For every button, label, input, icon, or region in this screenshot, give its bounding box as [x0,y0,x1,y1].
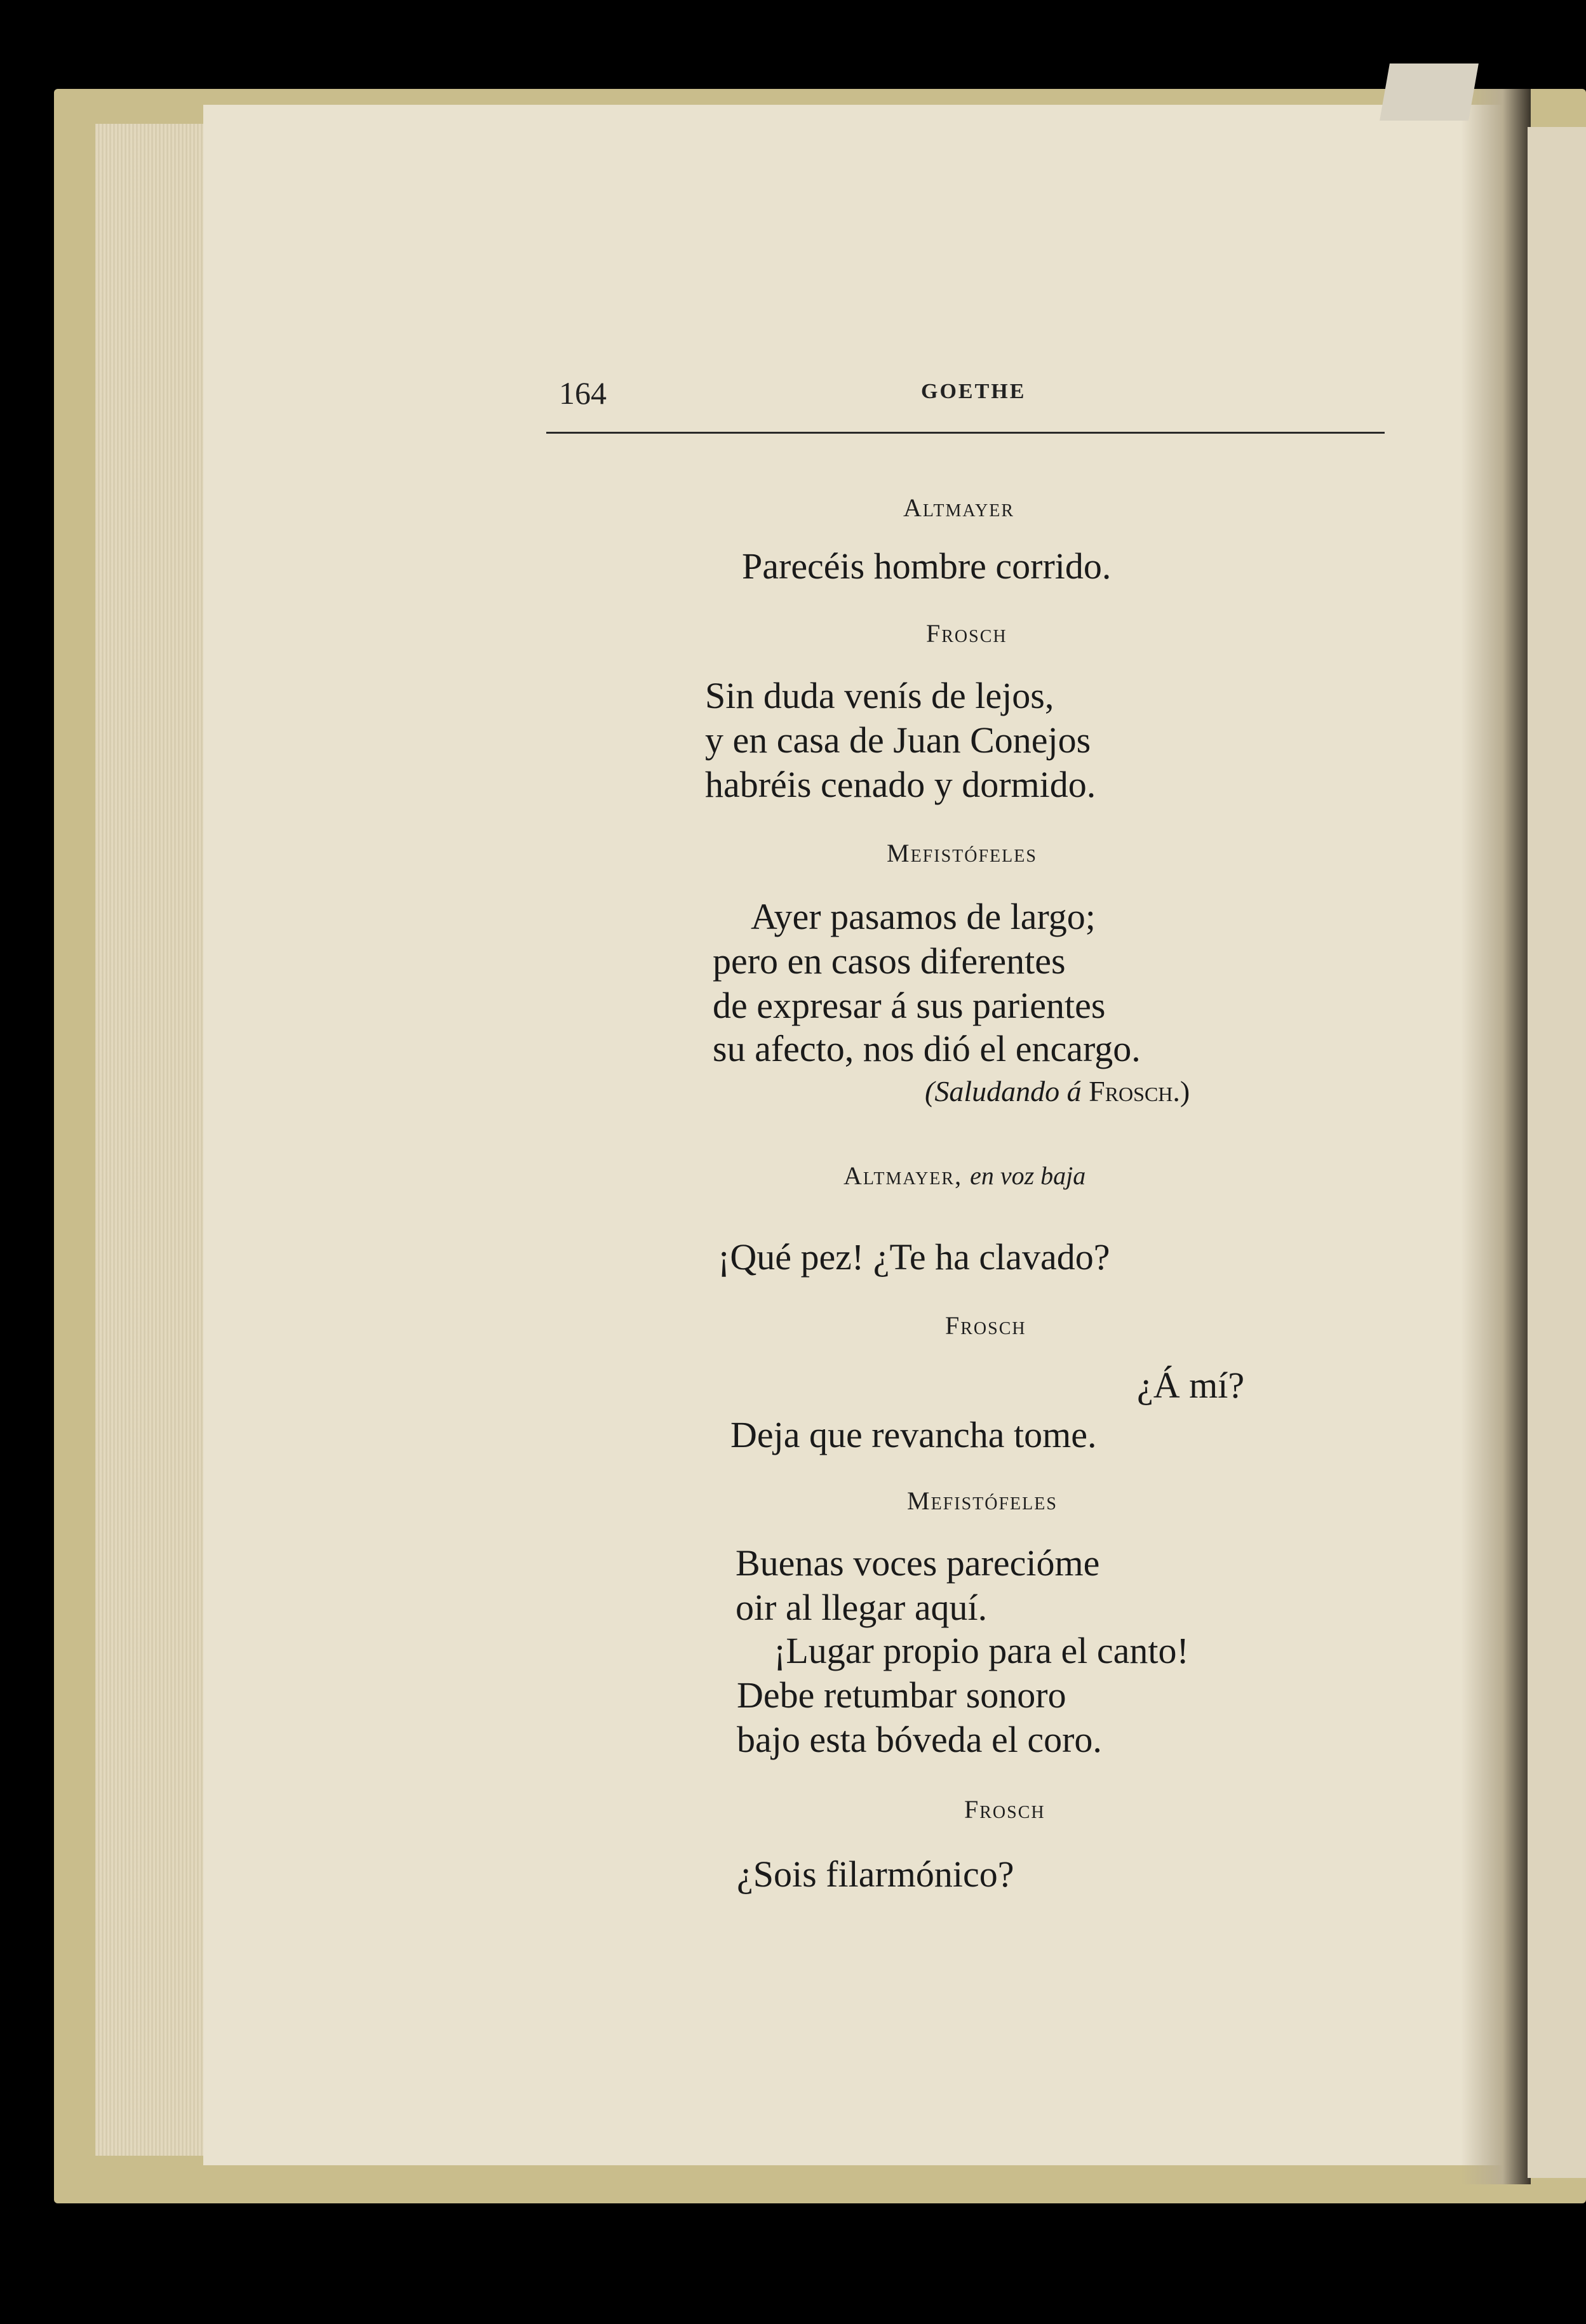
verse-line: ¡Lugar propio para el canto! [774,1630,1189,1671]
verse-line: bajo esta bóveda el coro. [737,1719,1102,1760]
speaker-frosch: Frosch [926,619,1007,648]
verse-line: ¡Qué pez! ¿Te ha clavado? [718,1236,1110,1278]
speaker-altmayer: Altmayer [903,493,1015,522]
verse-line: Debe retumbar sonoro [737,1674,1066,1716]
header-rule [546,432,1385,434]
verse-line: de expresar á sus parientes [713,985,1106,1026]
verse-line: Buenas voces parecióme [736,1542,1100,1584]
verse-line: Parecéis hombre corrido. [742,545,1112,587]
verse-line: habréis cenado y dormido. [705,764,1096,805]
running-head: GOETHE [921,380,1026,403]
speaker-frosch: Frosch [945,1311,1026,1340]
verse-line: oir al llegar aquí. [736,1587,988,1628]
speaker-mefistofeles: Mefistófeles [907,1486,1058,1515]
verse-line: Ayer pasamos de largo; [751,896,1096,937]
page-tab [1380,63,1479,121]
page-number: 164 [559,375,607,411]
verse-line: pero en casos diferentes [713,940,1066,982]
verse-line: ¿Á mí? [1137,1365,1245,1406]
speaker-altmayer-aside: Altmayer, en voz baja [843,1161,1086,1190]
speaker-mefistofeles: Mefistófeles [887,839,1037,867]
book-gutter [1461,89,1531,2184]
speaker-frosch: Frosch [964,1795,1045,1824]
verse-line: Sin duda venís de lejos, [705,675,1054,716]
stage-direction: (Saludando á Frosch.) [925,1075,1190,1107]
facing-page [1528,127,1586,2178]
verse-line: Deja que revancha tome. [730,1414,1097,1455]
verse-line: y en casa de Juan Conejos [705,719,1091,761]
verse-line: ¿Sois filarmónico? [737,1853,1014,1895]
verse-line: su afecto, nos dió el encargo. [713,1028,1141,1069]
